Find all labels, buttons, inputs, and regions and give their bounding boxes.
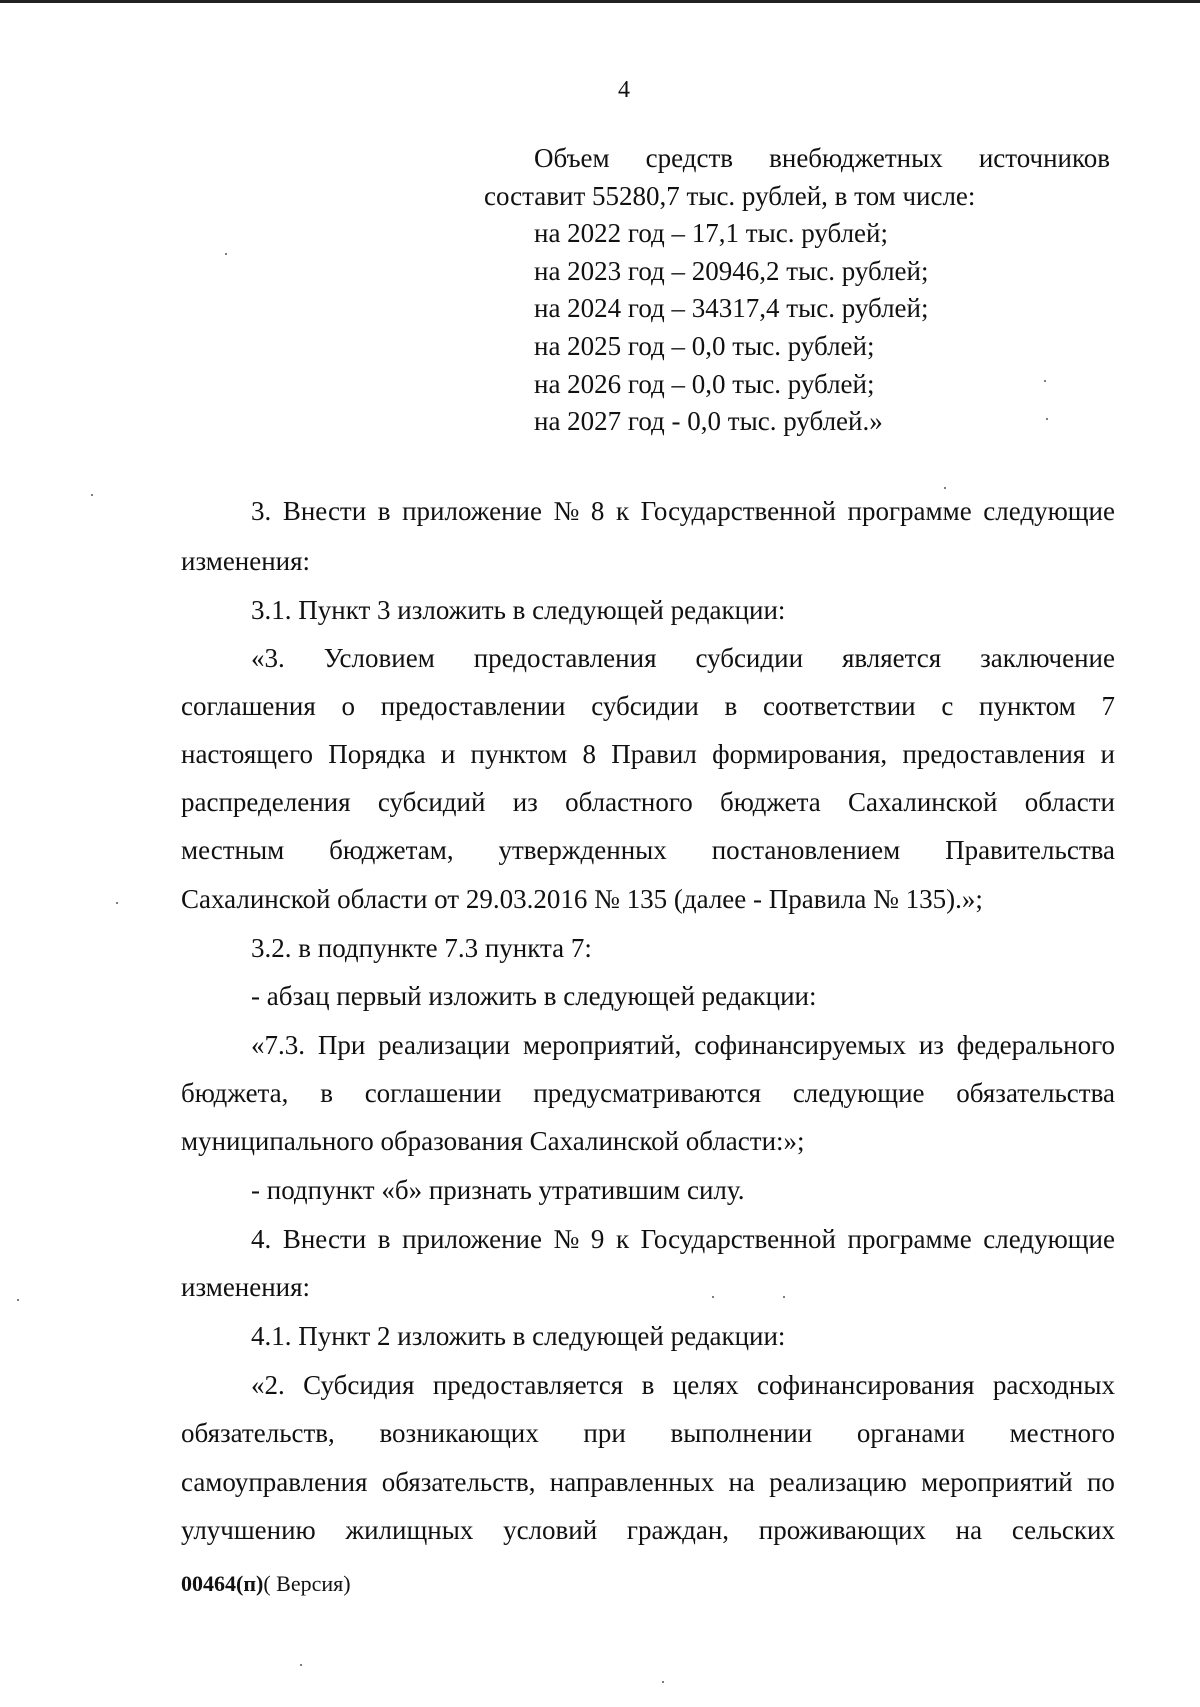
word: граждан,	[626, 1515, 730, 1545]
word: предоставления	[902, 739, 1086, 769]
word: на	[955, 1515, 983, 1545]
body-line	[181, 690, 1115, 722]
word: субсидий	[377, 787, 486, 817]
word: на	[728, 1467, 755, 1497]
word: Государственной	[640, 496, 836, 526]
word: предоставления	[473, 643, 657, 673]
word: при	[583, 1418, 626, 1448]
scan-speck	[944, 487, 946, 489]
scan-speck	[17, 1299, 19, 1301]
word: 7	[1101, 691, 1115, 721]
scan-speck	[1046, 418, 1048, 420]
word: 8	[590, 496, 605, 526]
word: выполнении	[670, 1418, 813, 1448]
word: предусматриваются	[533, 1078, 762, 1108]
word: реализации	[378, 1030, 511, 1060]
body-line	[181, 1466, 1115, 1498]
word: из	[512, 787, 538, 817]
word: Сахалинской	[848, 787, 998, 817]
word: возникающих	[379, 1418, 539, 1448]
word: программе	[847, 1224, 972, 1254]
word: предоставляется	[432, 1370, 624, 1400]
word: следующие	[983, 1224, 1115, 1254]
word: федерального	[956, 1030, 1115, 1060]
word: Государственной	[640, 1224, 836, 1254]
word: органами	[856, 1418, 965, 1448]
word: субсидии	[591, 691, 699, 721]
body-line: - подпункт «б» признать утратившим силу.	[251, 1175, 745, 1205]
word: из	[918, 1030, 944, 1060]
word: При	[317, 1030, 366, 1060]
word: соглашения	[181, 691, 316, 721]
scan-speck	[1044, 380, 1046, 382]
body-line: изменения:	[181, 546, 311, 576]
word: местного	[1009, 1418, 1115, 1448]
body-line	[251, 1223, 1115, 1255]
word: сельских	[1011, 1515, 1115, 1545]
body-line: муниципального образования Сахалинской области:»;	[181, 1126, 805, 1156]
page-number: 4	[618, 77, 630, 103]
word: областного	[565, 787, 693, 817]
word: мероприятий,	[523, 1030, 682, 1060]
extrabudget-year-line: на 2026 год – 0,0 тыс. рублей;	[534, 369, 875, 399]
word: приложение	[402, 1224, 542, 1254]
word: бюджета,	[181, 1078, 289, 1108]
word: области	[1024, 787, 1115, 817]
word: соответствии	[763, 691, 916, 721]
word: №	[553, 1224, 580, 1254]
scan-speck	[712, 1296, 714, 1298]
word: с	[941, 691, 954, 721]
word: Внести	[282, 496, 367, 526]
word: 9	[590, 1224, 605, 1254]
word: к	[615, 496, 630, 526]
word: проживающих	[758, 1515, 926, 1545]
extrabudget-year-line: на 2027 год - 0,0 тыс. рублей.»	[534, 406, 883, 436]
scan-speck	[91, 494, 93, 496]
word: жилищных	[345, 1515, 474, 1545]
word: местным	[181, 835, 285, 865]
body-line	[251, 642, 1115, 674]
scan-speck	[225, 253, 227, 255]
extrabudget-year-line: на 2023 год – 20946,2 тыс. рублей;	[534, 256, 929, 286]
word: Субсидия	[303, 1370, 415, 1400]
word: по	[1086, 1467, 1115, 1497]
word: программе	[847, 496, 972, 526]
document-code: 00464(п)	[181, 1571, 264, 1596]
body-line: 3.2. в подпункте 7.3 пункта 7:	[251, 933, 592, 963]
scan-speck	[300, 1664, 302, 1666]
scan-top-border	[0, 0, 1200, 3]
word: обязательства	[956, 1078, 1115, 1108]
word: Объем	[534, 143, 610, 173]
word: пунктом	[470, 739, 568, 769]
body-line	[181, 1514, 1115, 1546]
word: Порядка	[328, 739, 426, 769]
word: направленных	[549, 1467, 715, 1497]
word: 8	[582, 739, 596, 769]
word: бюджета	[720, 787, 821, 817]
word: «7.3.	[251, 1030, 305, 1060]
body-line: изменения:	[181, 1272, 311, 1302]
body-line	[181, 1417, 1115, 1449]
word: приложение	[402, 496, 542, 526]
extrabudget-heading-line	[534, 142, 1110, 174]
word: в	[724, 691, 738, 721]
word: улучшению	[181, 1515, 316, 1545]
scan-speck	[783, 1296, 785, 1298]
extrabudget-year-line: на 2024 год – 34317,4 тыс. рублей;	[534, 293, 929, 323]
body-line: 4.1. Пункт 2 изложить в следующей редакции:	[251, 1321, 786, 1351]
word: и	[440, 739, 456, 769]
word: Условием	[323, 643, 435, 673]
word: в	[320, 1078, 333, 1108]
word: о	[341, 691, 355, 721]
scan-speck	[116, 902, 118, 904]
body-line	[181, 834, 1115, 866]
word: «2.	[251, 1370, 285, 1400]
word: распределения	[181, 787, 351, 817]
body-line	[251, 1029, 1115, 1061]
word: обязательств,	[381, 1467, 536, 1497]
word: софинансируемых	[694, 1030, 906, 1060]
word: утвержденных	[498, 835, 667, 865]
word: Правительства	[945, 835, 1115, 865]
word: субсидии	[695, 643, 804, 673]
document-footer	[181, 1570, 351, 1598]
body-line: 3.1. Пункт 3 изложить в следующей редакции:	[251, 595, 786, 625]
body-line: - абзац первый изложить в следующей редакции:	[251, 981, 817, 1011]
word: софинансирования	[757, 1370, 975, 1400]
scan-speck	[662, 1681, 664, 1683]
body-line	[181, 1077, 1115, 1109]
word: в	[377, 496, 391, 526]
word: и	[1100, 739, 1115, 769]
word: самоуправления	[181, 1467, 368, 1497]
body-line	[181, 786, 1115, 818]
word: Правил	[611, 739, 697, 769]
word: мероприятий	[921, 1467, 1073, 1497]
word: обязательств,	[181, 1418, 335, 1448]
word: следующие	[983, 496, 1115, 526]
word: настоящего	[181, 739, 313, 769]
word: формирования,	[712, 739, 888, 769]
word: соглашении	[364, 1078, 502, 1108]
word: средств	[645, 143, 734, 173]
word: Внести	[282, 1224, 367, 1254]
extrabudget-year-line: на 2025 год – 0,0 тыс. рублей;	[534, 331, 875, 361]
word: 3.	[251, 496, 272, 526]
extrabudget-year-line: на 2022 год – 17,1 тыс. рублей;	[534, 218, 888, 248]
word: пунктом	[979, 691, 1076, 721]
body-line	[181, 738, 1115, 770]
word: заключение	[980, 643, 1115, 673]
word: расходных	[992, 1370, 1115, 1400]
word: в	[641, 1370, 655, 1400]
word: предоставлении	[380, 691, 566, 721]
word: к	[615, 1224, 630, 1254]
word: следующие	[792, 1078, 925, 1108]
document-version: ( Версия)	[263, 1571, 351, 1596]
extrabudget-total-line: составит 55280,7 тыс. рублей, в том числе:	[484, 181, 976, 211]
word: в	[377, 1224, 391, 1254]
word: бюджетам,	[329, 835, 454, 865]
word: «3.	[251, 643, 285, 673]
body-line: Сахалинской области от 29.03.2016 № 135 (далее - Правила № 135).»;	[181, 884, 983, 914]
body-line	[251, 1369, 1115, 1401]
word: внебюджетных	[769, 143, 943, 173]
word: условий	[503, 1515, 598, 1545]
word: источников	[978, 143, 1110, 173]
word: №	[553, 496, 580, 526]
word: реализацию	[769, 1467, 907, 1497]
word: 4.	[251, 1224, 272, 1254]
word: целях	[672, 1370, 739, 1400]
word: является	[841, 643, 942, 673]
body-line	[251, 495, 1115, 527]
word: постановлением	[711, 835, 901, 865]
